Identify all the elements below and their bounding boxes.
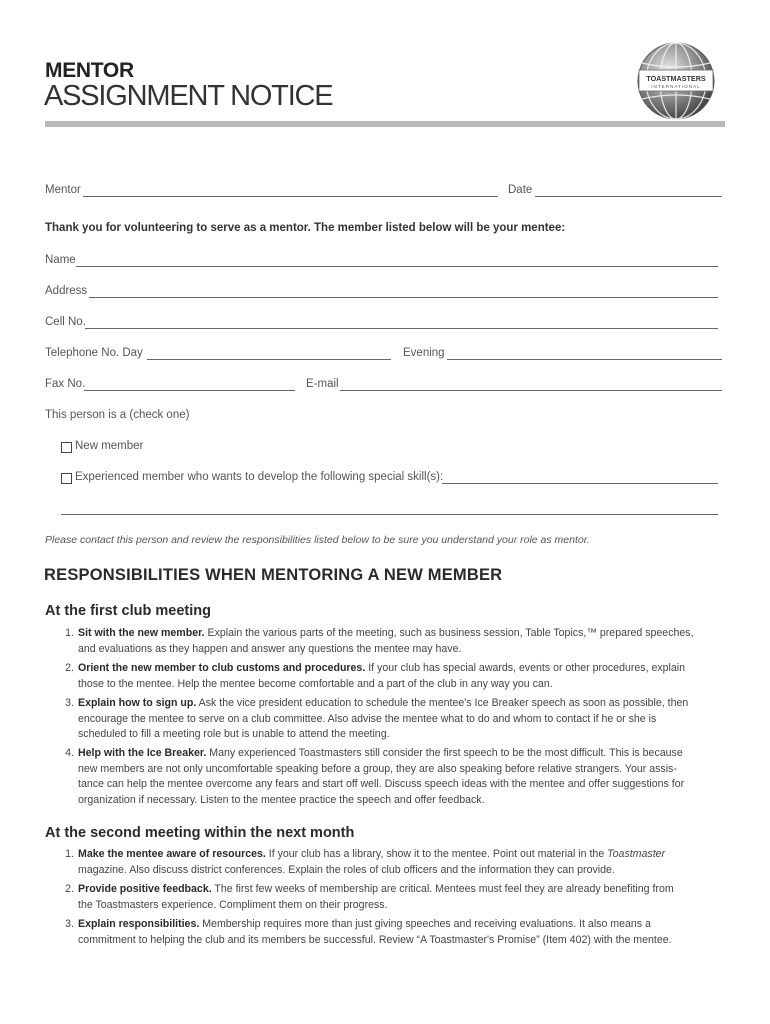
item-bold-lead: Explain responsibilities. bbox=[78, 918, 200, 930]
special-skills-field-line2[interactable] bbox=[61, 514, 718, 515]
responsibilities-title: RESPONSIBILITIES WHEN MENTORING A NEW MEMBER bbox=[44, 566, 503, 584]
title-mentor: MENTOR bbox=[45, 59, 134, 82]
list-item bbox=[62, 882, 726, 914]
item-text: magazine. Also discuss district conferences. Explain the roles of club officers and the information they can provide. bbox=[78, 863, 615, 876]
list-item bbox=[62, 626, 726, 658]
cell-label: Cell No. bbox=[45, 316, 86, 328]
item-text: tance can help the mentee overcome any fears and start off well. Discuss speech ideas with the mentee and offer suggestions for bbox=[78, 778, 685, 791]
name-label: Name bbox=[45, 254, 76, 266]
item-text: the Toastmasters experience. Compliment them on their progress. bbox=[78, 898, 388, 911]
item-text: Ask the vice president education to schedule the mentee's Ice Breaker speech as soon as possible, then bbox=[196, 697, 689, 709]
toastmasters-globe-logo bbox=[636, 41, 716, 121]
item-text: and evaluations as they happen and answer any questions the mentee may have. bbox=[78, 642, 462, 655]
item-text: The first few weeks of membership are critical. Mentees must feel they are already benefiting from bbox=[211, 883, 674, 895]
intro-text: Thank you for volunteering to serve as a mentor. The member listed below will be your mentee: bbox=[45, 222, 566, 234]
item-text: Many experienced Toastmasters still consider the first speech to be the most difficult. This is because bbox=[206, 747, 683, 759]
item-number: 2. bbox=[65, 883, 74, 895]
second-meeting-heading: At the second meeting within the next month bbox=[45, 825, 355, 841]
special-skills-field[interactable] bbox=[442, 483, 718, 484]
item-bold-lead: Provide positive feedback. bbox=[78, 883, 212, 895]
list-item bbox=[62, 696, 726, 744]
fax-label: Fax No. bbox=[45, 378, 86, 390]
item-text: commitment to helping the club and its members be successful. Review “A Toastmaster's Promise” (Item 402) with the mentee. bbox=[78, 933, 672, 946]
item-bold-lead: Explain how to sign up. bbox=[78, 697, 197, 709]
mentor-label: Mentor bbox=[45, 184, 81, 196]
item-text: If your club has a library, show it to the mentee. Point out material in the bbox=[265, 848, 608, 860]
address-label: Address bbox=[45, 285, 88, 297]
list-item bbox=[62, 661, 726, 693]
logo-text-bottom: INTERNATIONAL bbox=[651, 84, 701, 89]
item-bold-lead: Make the mentee aware of resources. bbox=[78, 848, 266, 860]
name-field[interactable] bbox=[76, 266, 718, 267]
new-member-label: New member bbox=[75, 440, 144, 452]
evening-field[interactable] bbox=[447, 359, 722, 360]
item-number: 3. bbox=[65, 918, 74, 930]
list-item bbox=[62, 847, 726, 879]
item-number: 4. bbox=[65, 747, 74, 759]
item-text-italic: Toastmaster bbox=[607, 848, 666, 860]
item-text: organization if necessary. Listen to the mentee practice the speech and offer feedback. bbox=[78, 793, 485, 806]
experienced-member-label: Experienced member who wants to develop the following special skill(s): bbox=[75, 471, 444, 483]
item-bold-lead: Sit with the new member. bbox=[78, 627, 205, 639]
item-number: 2. bbox=[65, 662, 74, 674]
evening-label: Evening bbox=[403, 347, 445, 359]
item-text: those to the mentee. Help the mentee become comfortable and a part of the club in any way you can. bbox=[78, 677, 553, 690]
first-meeting-heading: At the first club meeting bbox=[45, 603, 211, 619]
item-number: 1. bbox=[65, 848, 74, 860]
list-item bbox=[62, 917, 726, 949]
mentor-field[interactable] bbox=[83, 196, 498, 197]
item-text: scheduled to fill a meeting role but is unable to attend the meeting. bbox=[78, 728, 390, 741]
item-text: encourage the mentee to serve on a club committee. Also advise the mentee what to do and whom to contact if he or she is bbox=[78, 712, 657, 725]
item-bold-lead: Orient the new member to club customs and procedures. bbox=[78, 662, 366, 674]
telephone-day-label: Telephone No. Day bbox=[45, 347, 143, 359]
address-field[interactable] bbox=[89, 297, 718, 298]
logo-text-top: TOASTMASTERS bbox=[646, 74, 706, 83]
title-divider bbox=[45, 121, 725, 127]
fax-field[interactable] bbox=[84, 390, 295, 391]
item-text: new members are not only uncomfortable speaking before a group, they are also speaking before relative strangers. Your assis- bbox=[78, 762, 677, 775]
title-assignment-notice: ASSIGNMENT NOTICE bbox=[44, 80, 333, 112]
item-text: If your club has special awards, events or other procedures, explain bbox=[365, 662, 686, 674]
item-text: Explain the various parts of the meeting, such as business session, Table Topics,™ prepared speeches, bbox=[204, 627, 694, 639]
item-number: 1. bbox=[65, 627, 74, 639]
new-member-checkbox[interactable] bbox=[61, 442, 72, 453]
date-label: Date bbox=[508, 184, 533, 196]
telephone-day-field[interactable] bbox=[147, 359, 391, 360]
item-text: Membership requires more than just giving speeches and receiving evaluations. It also means a bbox=[199, 918, 651, 930]
check-one-prompt: This person is a (check one) bbox=[45, 409, 190, 421]
list-item bbox=[62, 746, 726, 810]
email-field[interactable] bbox=[340, 390, 722, 391]
cell-field[interactable] bbox=[85, 328, 718, 329]
email-label: E-mail bbox=[306, 378, 339, 390]
contact-note: Please contact this person and review the responsibilities listed below to be sure you understand your role as mentor. bbox=[45, 534, 590, 546]
experienced-member-checkbox[interactable] bbox=[61, 473, 72, 484]
item-number: 3. bbox=[65, 697, 74, 709]
date-field[interactable] bbox=[535, 196, 722, 197]
item-bold-lead: Help with the Ice Breaker. bbox=[78, 747, 207, 759]
